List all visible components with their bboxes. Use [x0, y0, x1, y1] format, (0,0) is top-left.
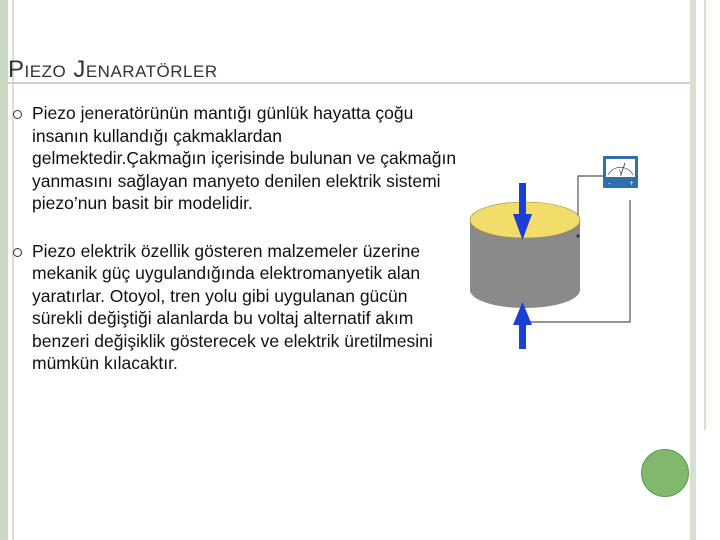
bullet-list — [10, 102, 460, 400]
voltmeter-label: V — [619, 169, 624, 176]
piezo-illustration — [460, 150, 670, 360]
right-frame-line — [704, 0, 706, 430]
voltmeter-minus: – — [608, 180, 611, 187]
slide-title: Piezo Jenaratörler — [8, 56, 218, 83]
bullet-circle-icon — [13, 110, 22, 119]
bullet-item — [10, 240, 460, 375]
left-frame-bar — [0, 0, 8, 540]
right-frame-bar — [690, 0, 696, 540]
voltmeter-plus: + — [629, 180, 635, 187]
decorative-circle — [641, 449, 689, 497]
bullet-circle-icon — [13, 248, 22, 257]
bullet-text: Piezo jeneratörünün mantığı günlük hayatta çoğu insanın kullandığı çakmaklardan gelmektedir.Çakmağın içerisinde bulunan ve çakmağın yanmasını sağlayan manyeto denilen elektrik sistemi piezo’nun basit bir modelidir. — [32, 103, 457, 213]
terminal-dot — [576, 234, 579, 237]
bullet-item — [10, 102, 460, 215]
force-arrow-bottom-shaft — [519, 322, 526, 349]
bullet-text: Piezo elektrik özellik gösteren malzemeler üzerine mekanik güç uygulandığında elektromanyetik alan yaratırlar. Otoyol, tren yolu gibi uygulanan gücün sürekli değiştiği alanlarda bu voltaj alternatif akım benzeri değişiklik gösterecek ve elektrik üretilmesini mümkün kılacaktır. — [32, 240, 433, 373]
